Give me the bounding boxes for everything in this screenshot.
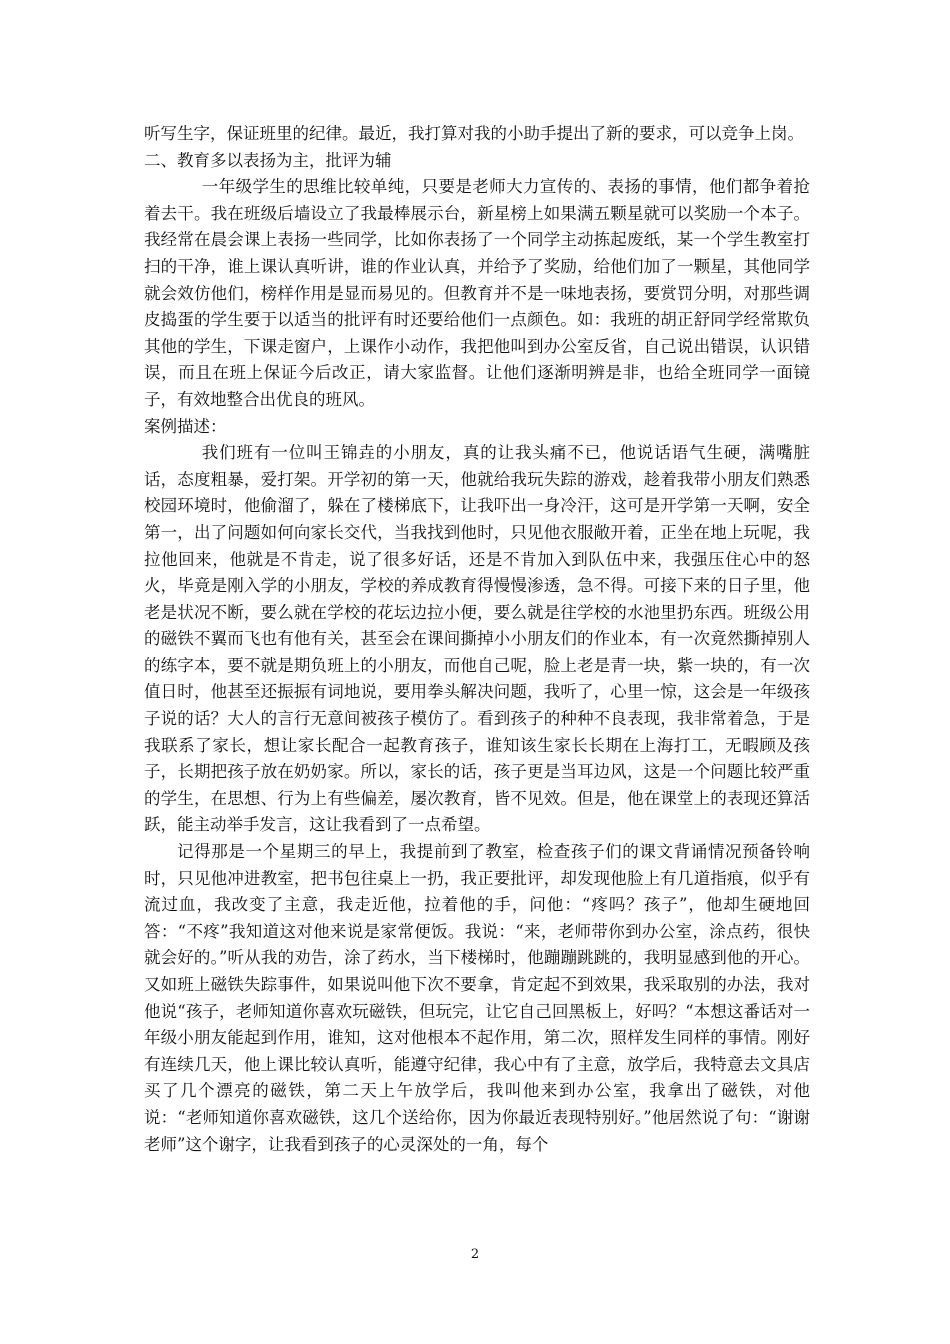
- paragraph-praise: 一年级学生的思维比较单纯，只要是老师大力宣传的、表扬的事情，他们都争着抢着去干。我在班级后墙设立了我最棒展示台，新星榜上如果满五颗星就可以奖励一个本子。我经常在晨会课上表扬一些同学，比如你表扬了一个同学主动拣起废纸，某一个学生教室打扫的干净，谁上课认真听讲，谁的作业认真，并给予了奖励，给他们加了一颗星，其他同学就会效仿他们，榜样作用是显而易见的。但教育并不是一味地表扬，要赏罚分明，对那些调皮捣蛋的学生要于以适当的批评有时还要给他们一点颜色。如：我班的胡正舒同学经常欺负其他的学生，下课走窗户，上课作小动作，我把他叫到办公室反省，自己说出错误，认识错误，而且在班上保证今后改正，请大家监督。让他们逐渐明辨是非，也给全班同学一面镜子，有效地整合出优良的班风。: [144, 177, 810, 409]
- document-body: [144, 121, 810, 1158]
- page-number: 2: [470, 1247, 480, 1262]
- paragraph-wednesday-story: 记得那是一个星期三的早上，我提前到了教室，检查孩子们的课文背诵情况预备铃响时，只见他冲进教室，把书包往桌上一扔，我正要批评，却发现他脸上有几道指痕，似乎有流过血，我改变了主意，我走近他，拉着他的手，问他：“疼吗？孩子”，他却生硬地回答：“不疼”我知道这对他来说是家常便饭。我说：“来，老师带你到办公室，涂点药，很快就会好的。”听从我的劝告，涂了药水，当下楼梯时，他蹦蹦跳跳的，我明显感到他的开心。又如班上磁铁失踪事件，如果说叫他下次不要拿，肯定起不到效果，我采取别的办法，我对他说“孩子，老师知道你喜欢玩磁铁，但玩完，让它自己回黑板上，好吗？“本想这番话对一年级小朋友能起到作用，谁知，这对他根本不起作用，第二次，照样发生同样的事情。刚好有连续几天，他上课比较认真听，能遵守纪律，我心中有了主意，放学后，我特意去文具店买了几个漂亮的磁铁，第二天上午放学后，我叫他来到办公室，我拿出了磁铁，对他说：“老师知道你喜欢磁铁，这几个送给你，因为你最近表现特别好。”他居然说了句：“谢谢老师”这个谢字，让我看到孩子的心灵深处的一角，每个: [144, 842, 810, 1154]
- paragraph-continuation: 听写生字，保证班里的纪律。最近，我打算对我的小助手提出了新的要求，可以竞争上岗。: [144, 124, 804, 143]
- case-heading: 案例描述：: [144, 416, 227, 436]
- paragraph-case-description: 我们班有一位叫王锦垚的小朋友，真的让我头痛不已，他说话语气生硬，满嘴脏话，态度粗暴，爱打架。开学初的第一天，他就给我玩失踪的游戏，趁着我带小朋友们熟悉校园环境时，他偷溜了，躲在了楼梯底下，让我吓出一身冷汗，这可是开学第一天啊，安全第一，出了问题如何向家长交代，当我找到他时，只见他衣服敞开着，正坐在地上玩呢，我拉他回来，他就是不肯走，说了很多好话，还是不肯加入到队伍中来，我强压住心中的怒火，毕竟是刚入学的小朋友，学校的养成教育得慢慢渗透，急不得。可接下来的日子里，他老是状况不断，要么就在学校的花坛边拉小便，要么就是往学校的水池里扔东西。班级公用的磁铁不翼而飞也有他有关，甚至会在课间撕掉小小朋友们的作业本，有一次竟然撕掉别人的练字本，要不就是期负班上的小朋友，而他自己呢，脸上老是青一块，紫一块的，有一次值日时，他甚至还振振有词地说，要用拳头解决问题，我听了，心里一惊，这会是一年级孩子说的话？大人的言行无意间被孩子模仿了。看到孩子的种种不良表现，我非常着急，于是我联系了家长，想让家长配合一起教育孩子，谁知该生家长长期在上海打工，无暇顾及孩子，长期把孩子放在奶奶家。所以，家长的话，孩子更是当耳边风，这是一个问题比较严重的学生，在思想、行为上有些偏差，屡次教育，皆不见效。但是，他在课堂上的表现还算活跃，能主动举手发言，这让我看到了一点希望。: [144, 443, 810, 835]
- section-heading: 二、教育多以表扬为主，批评为辅: [144, 150, 392, 170]
